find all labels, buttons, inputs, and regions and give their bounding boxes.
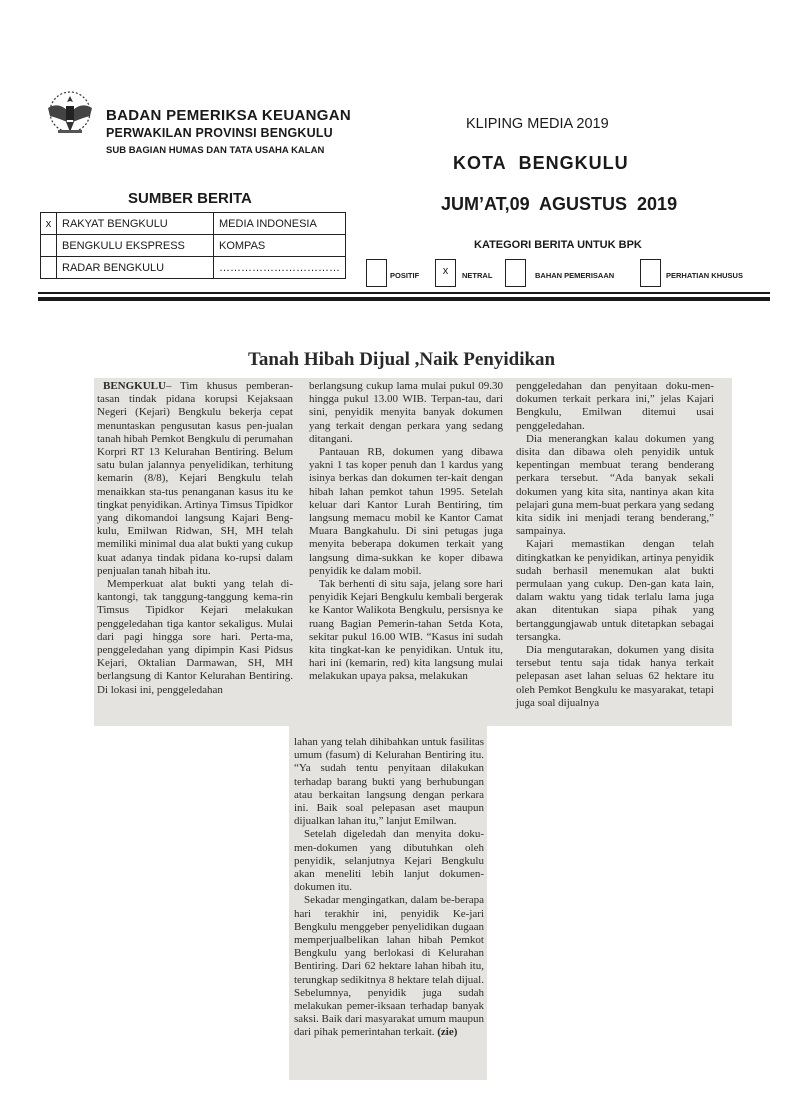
- header-divider-thick: [38, 297, 770, 301]
- header-divider: [38, 292, 770, 294]
- article-column-1: [97, 380, 293, 697]
- source-left: RAKYAT BENGKULU: [57, 213, 214, 235]
- source-right: KOMPAS: [214, 235, 346, 257]
- source-right: MEDIA INDONESIA: [214, 213, 346, 235]
- source-mark: x: [41, 213, 57, 235]
- article-byline: (zie): [437, 1026, 458, 1039]
- source-table: [40, 212, 346, 279]
- article-dateline: BENGKULU: [103, 380, 166, 392]
- category-label-perhatian: PERHATIAN KHUSUS: [666, 271, 743, 280]
- article-paragraph: penggeledahan dan penyitaan doku-men-dokumen terkait perkara ini,” jelas Kajari Bengkulu, Emilwan ditemui usai penggeledahan.: [516, 380, 714, 432]
- category-title: KATEGORI BERITA UNTUK BPK: [474, 239, 642, 251]
- article-paragraph: Setelah digeledah dan menyita doku-men-dokumen yang dibutuhkan oleh penyidik, selanjutnya Kejari Bengkulu akan meneliti lebih lanjut dokumen-dokumen itu.: [294, 828, 484, 894]
- publication-date: JUM’AT,09 AGUSTUS 2019: [441, 194, 678, 214]
- category-label-bahan: BAHAN PEMERISAAN: [535, 271, 615, 280]
- source-left: RADAR BENGKULU: [57, 257, 214, 279]
- source-mark: [41, 257, 57, 279]
- article-paragraph: – Tim khusus pemberan-tasan tindak pidana korupsi Kejaksaan Negeri (Kejari) Bengkulu bekerja cepat menuntaskan pengusutan kasus pen-jualan tanah hibah Pemkot Bengkulu di perumahan Korpri RT 13 Kelurahan Bentiring. Belum satu bulan jalannya penyelidikan, terhitung kemarin (8/8), Kejari Bengkulu telah menaikkan sta-tus penanganan kasus itu ke tingkat penyidikan. Artinya Timsus Tipidkor yang dikomandoi langsung Kajari Beng-kulu, Emilwan Ridwan, SH, MH telah memiliki minimal dua alat bukti yang cukup kuat adanya tindak pidana ko-rupsi dalam penjualan tanah hibah itu.: [97, 380, 293, 577]
- article-column-2: [309, 380, 503, 684]
- source-row: [41, 213, 346, 235]
- category-checkbox-perhatian[interactable]: [640, 259, 661, 287]
- article-paragraph: Dia menerangkan kalau dokumen yang disita dan dibawa oleh penyidik untuk kepentingan membuat terang benderang perkara tersebut. “Ada banyak sekali dokumen yang kita sita, nantinya akan kita pelajari guna mem-buat perkara yang sedang kita sidik ini menjadi terang benderang,” sampainya.: [516, 432, 714, 538]
- source-title: SUMBER BERITA: [128, 190, 252, 207]
- article-column-4: [294, 736, 484, 1040]
- source-left: BENGKULU EKSPRESS: [57, 235, 214, 257]
- org-branch: PERWAKILAN PROVINSI BENGKULU: [106, 126, 333, 140]
- source-right: ……………………………: [214, 257, 346, 279]
- org-name: BADAN PEMERIKSA KEUANGAN: [106, 107, 351, 124]
- city-word-2: BENGKULU: [518, 153, 629, 173]
- category-label-netral: NETRAL: [462, 271, 493, 280]
- article-paragraph: berlangsung cukup lama mulai pukul 09.30 hingga pukul 13.00 WIB. Terpan-tau, dari sini, penyidik menyita banyak dokumen yang terkait dengan perkara yang sedang ditangani.: [309, 380, 503, 445]
- article-paragraph: Memperkuat alat bukti yang telah di-kantongi, tak tanggung-tanggung kema-rin Timsus Tipidkor Kejari melakukan penggeledahan tiga kantor sekaligus. Mulai dari pagi hingga sore hari. Perta-ma, penggeledahan yang dipimpin Kasi Pidsus Kejari, Oktalian Darmawan, SH, MH berlangsung di Kantor Kelurahan Bentiring. Di lokasi ini, penggeledahan: [97, 578, 293, 696]
- city-word-1: KOTA: [453, 153, 507, 173]
- article-paragraph: Tak berhenti di situ saja, jelang sore hari penyidik Kejari Bengkulu kembali bergerak ke Kantor Walikota Bengkulu, persisnya ke ruang Bagian Pemerin-tahan Setda Kota, sekitar pukul 16.00 WIB. “Kasus ini sudah kita tingkat-kan ke penyidikan. Untuk itu, hari ini (kemarin, red) kita langsung mulai melakukan upaya paksa, melakukan: [309, 578, 503, 683]
- category-checkbox-netral[interactable]: x: [435, 259, 456, 287]
- category-label-positif: POSITIF: [390, 271, 420, 280]
- article-paragraph: lahan yang telah dihibahkan untuk fasilitas umum (fasum) di Kelurahan Bentiring itu. “Ya sudah tentu penyitaan dilakukan terhadap barang bukti yang berhubungan atau berkaitan langsung dengan perkara ini. Baik soal pelepasan aset maupun dijualkan lahan itu,” lanjut Emilwan.: [294, 736, 484, 828]
- article-paragraph: Dia mengutarakan, dokumen yang disita tersebut tentu saja tidak hanya terkait pelepasan aset lahan seluas 62 hektare itu oleh Pemkot Bengkulu ke masyarakat, tetapi juga soal dijualnya: [516, 644, 714, 709]
- source-row: [41, 235, 346, 257]
- category-checkbox-positif[interactable]: [366, 259, 387, 287]
- source-mark: [41, 235, 57, 257]
- article-column-3: [516, 380, 714, 710]
- article-headline: Tanah Hibah Dijual ,Naik Penyidikan: [248, 349, 556, 370]
- kliping-title: KLIPING MEDIA 2019: [466, 116, 609, 132]
- article-paragraph: Sekadar mengingatkan, dalam be-berapa hari terakhir ini, penyidik Ke-jari Bengkulu menggeber penyelidikan dugaan memperjualbelikan lahan hibah Pemkot Bengkulu yang berlokasi di Kelurahan Bentiring. Dari 62 hektare lahan hibah itu, terungkap sedikitnya 8 hektare telah dijual. Sebelumnya, penyidik juga sudah melakukan pemer-iksaan terhadap banyak saksi. Baik dari masyarakat umum maupun dari pihak pemerintahan terkait.: [294, 894, 485, 1039]
- org-unit: SUB BAGIAN HUMAS DAN TATA USAHA KALAN: [106, 145, 325, 156]
- article-paragraph: Pantauan RB, dokumen yang dibawa yakni 1 tas koper penuh dan 1 kardus yang isinya berkas dan dokumen ter-kait dengan hibah lahan pemkot tahun 1995. Setelah keluar dari Kantor Lurah Bentiring, tim langsung memacu mobil ke Kantor Camat Muara Bangkahulu. Di sini petugas juga menyita beberapa dokumen terkait yang langsung dima-sukkan ke koper dibawa penyidik ke dalam mobil.: [309, 446, 503, 577]
- article-paragraph: Kajari memastikan dengan telah ditingkatkan ke penyidikan, artinya penyidik sudah berhasil menemukan alat bukti permulaan yang cukup. Den-gan kata lain, dalam waktu yang tidak terlalu lama juga akan ditentukan siapa pihak yang bertanggungjawab untuk ditetapkan sebagai tersangka.: [516, 538, 714, 643]
- city-title: [453, 153, 641, 174]
- category-checkbox-bahan[interactable]: [505, 259, 526, 287]
- garuda-emblem-icon: [40, 88, 100, 138]
- source-row: [41, 257, 346, 279]
